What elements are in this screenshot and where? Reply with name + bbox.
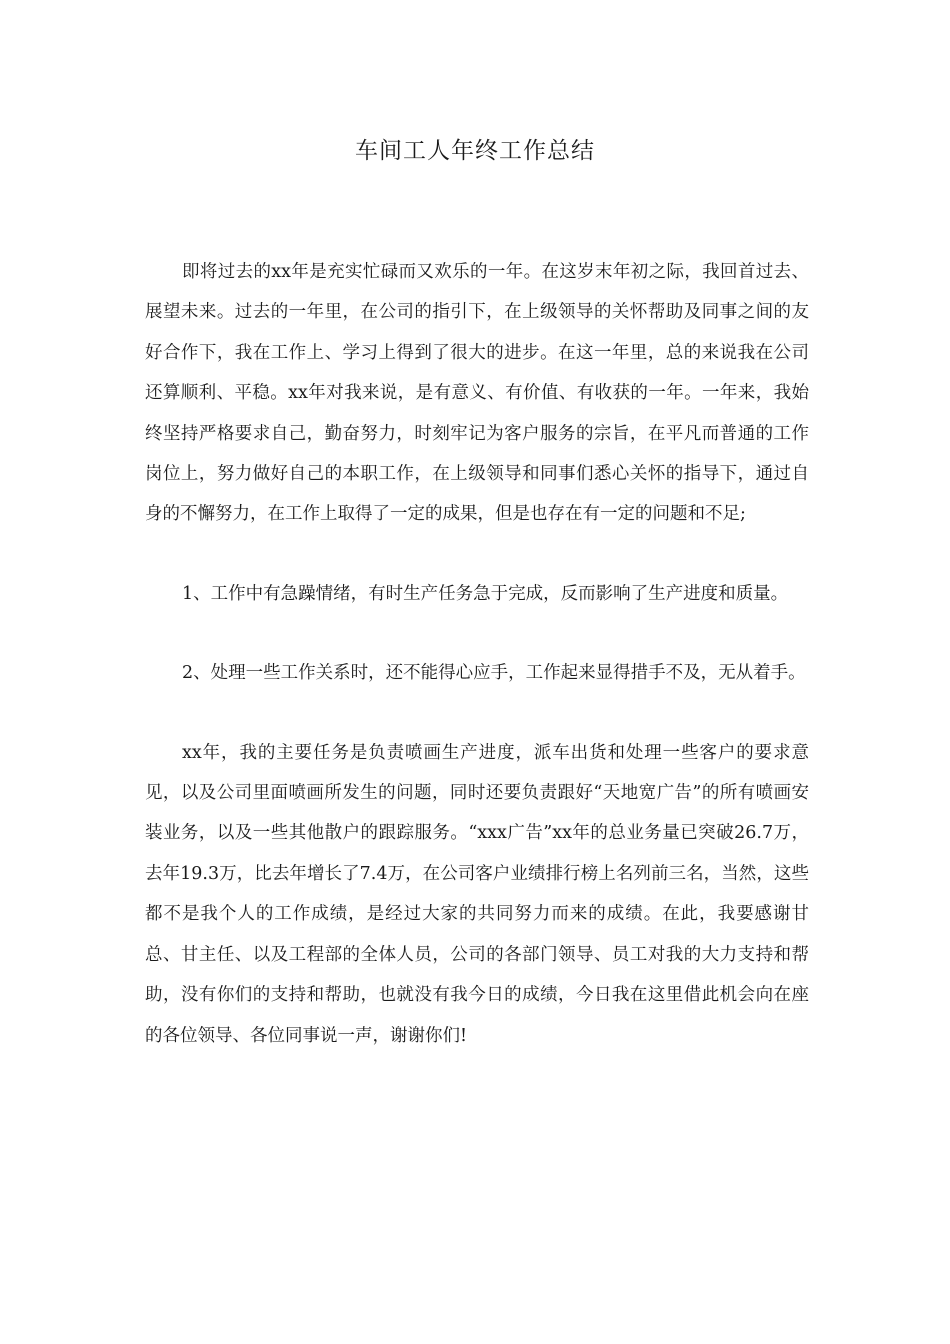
paragraph-issue-1: 1、工作中有急躁情绪，有时生产任务急于完成，反而影响了生产进度和质量。 <box>182 583 789 604</box>
paragraph-gap <box>145 535 809 574</box>
document-body <box>145 252 809 1056</box>
paragraph-achievements: xx年，我的主要任务是负责喷画生产进度，派车出货和处理一些客户的要求意见，以及公司里面喷画所发生的问题，同时还要负责跟好“天地宽广告”的所有喷画安装业务，以及一些其他散户的跟踪服务。“xxx广告”xx年的总业务量已突破26.7万，去年19.3万，比去年增长了7.4万，在公司客户业绩排行榜上名列前三名，当然，这些都不是我个人的工作成绩，是经过大家的共同努力而来的成绩。在此，我要感谢甘总、甘主任、以及工程部的全体人员，公司的各部门领导、员工对我的大力支持和帮助，没有你们的支持和帮助，也就没有我今日的成绩，今日我在这里借此机会向在座的各位领导、各位同事说一声，谢谢你们! <box>145 742 809 1046</box>
document-title: 车间工人年终工作总结 <box>355 138 595 164</box>
paragraph-gap <box>145 614 809 653</box>
paragraph-gap <box>145 694 809 733</box>
paragraph-intro: 即将过去的xx年是充实忙碌而又欢乐的一年。在这岁末年初之际，我回首过去、展望未来。过去的一年里，在公司的指引下，在上级领导的关怀帮助及同事之间的友好合作下，我在工作上、学习上得到了很大的进步。在这一年里，总的来说我在公司还算顺利、平稳。xx年对我来说，是有意义、有价值、有收获的一年。一年来，我始终坚持严格要求自己，勤奋努力，时刻牢记为客户服务的宗旨，在平凡而普通的工作岗位上，努力做好自己的本职工作，在上级领导和同事们悉心关怀的指导下，通过自身的不懈努力，在工作上取得了一定的成果，但是也存在有一定的问题和不足; <box>145 262 809 525</box>
paragraph-issue-2: 2、处理一些工作关系时，还不能得心应手，工作起来显得措手不及，无从着手。 <box>182 663 806 684</box>
